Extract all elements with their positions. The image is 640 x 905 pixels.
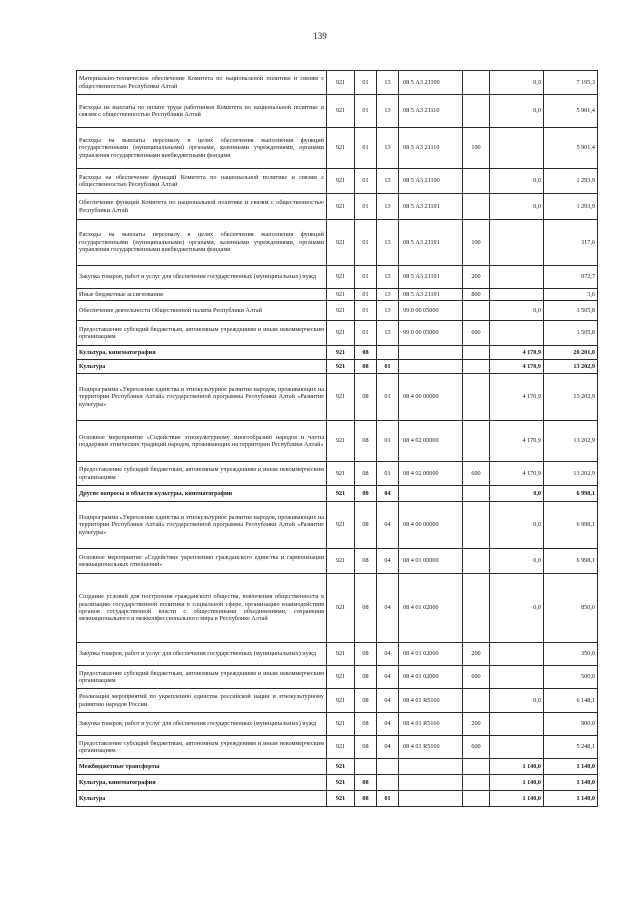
subsection-code-cell: 04: [377, 689, 399, 713]
amount-1-cell: [490, 321, 544, 346]
target-article-cell: 08 5 А3 21191: [399, 194, 463, 220]
amount-2-cell: 13 202,9: [544, 374, 598, 421]
table-row: [77, 574, 598, 643]
target-article-cell: 08 4 01 R5160: [399, 713, 463, 736]
section-code-cell: 01: [355, 289, 377, 301]
amount-2-cell: 1 293,9: [544, 194, 598, 220]
row-name-cell: Закупка товаров, работ и услуг для обеспечения государственных (муниципальных) нужд: [77, 643, 327, 666]
amount-2-cell: 6 998,1: [544, 549, 598, 574]
amount-2-cell: 3,6: [544, 289, 598, 301]
table-row: [77, 374, 598, 421]
grbs-code-cell: 921: [327, 346, 355, 360]
table-row: [77, 759, 598, 775]
subsection-code-cell: 13: [377, 95, 399, 128]
amount-1-cell: 0,0: [490, 71, 544, 95]
amount-2-cell: 6 998,1: [544, 502, 598, 549]
expense-type-cell: 600: [463, 666, 490, 689]
expense-type-cell: [463, 689, 490, 713]
row-name-cell: Культура: [77, 791, 327, 807]
section-code-cell: 08: [355, 791, 377, 807]
grbs-code-cell: 921: [327, 266, 355, 289]
page-number: 139: [313, 31, 327, 41]
subsection-code-cell: 13: [377, 266, 399, 289]
section-code-cell: 08: [355, 360, 377, 374]
subsection-code-cell: 13: [377, 289, 399, 301]
section-code-cell: 08: [355, 502, 377, 549]
table-row: [77, 643, 598, 666]
section-code-cell: 08: [355, 346, 377, 360]
grbs-code-cell: 921: [327, 666, 355, 689]
expense-type-cell: [463, 574, 490, 643]
grbs-code-cell: 921: [327, 549, 355, 574]
subsection-code-cell: 13: [377, 169, 399, 194]
target-article-cell: 99 0 00 05000: [399, 321, 463, 346]
amount-1-cell: 0,0: [490, 194, 544, 220]
expense-type-cell: [463, 71, 490, 95]
grbs-code-cell: 921: [327, 128, 355, 169]
table-row: [77, 266, 598, 289]
amount-2-cell: 6 148,1: [544, 689, 598, 713]
row-name-cell: Расходы на выплаты по оплате труда работников Комитета по национальной политике и связям с общественностью Республики Алтай: [77, 95, 327, 128]
target-article-cell: 99 0 00 05000: [399, 301, 463, 321]
row-name-cell: Закупка товаров, работ и услуг для обеспечения государственных (муниципальных) нужд: [77, 266, 327, 289]
target-article-cell: 08 5 А3 21100: [399, 71, 463, 95]
expense-type-cell: 200: [463, 643, 490, 666]
grbs-code-cell: 921: [327, 643, 355, 666]
expense-type-cell: [463, 791, 490, 807]
expense-type-cell: [463, 360, 490, 374]
grbs-code-cell: 921: [327, 71, 355, 95]
subsection-code-cell: 13: [377, 301, 399, 321]
expense-type-cell: 100: [463, 128, 490, 169]
amount-1-cell: 4 170,9: [490, 421, 544, 462]
amount-1-cell: [490, 736, 544, 759]
expense-type-cell: [463, 486, 490, 502]
amount-2-cell: 317,6: [544, 220, 598, 266]
grbs-code-cell: 921: [327, 713, 355, 736]
amount-1-cell: 0,0: [490, 301, 544, 321]
expense-type-cell: [463, 194, 490, 220]
section-code-cell: 08: [355, 462, 377, 486]
grbs-code-cell: 921: [327, 791, 355, 807]
subsection-code-cell: 01: [377, 360, 399, 374]
expense-type-cell: 200: [463, 713, 490, 736]
amount-2-cell: 13 202,9: [544, 421, 598, 462]
target-article-cell: [399, 346, 463, 360]
target-article-cell: 08 4 00 00000: [399, 374, 463, 421]
section-code-cell: [355, 759, 377, 775]
grbs-code-cell: 921: [327, 321, 355, 346]
grbs-code-cell: 921: [327, 502, 355, 549]
target-article-cell: 08 4 01 02000: [399, 574, 463, 643]
target-article-cell: [399, 360, 463, 374]
expense-type-cell: [463, 95, 490, 128]
subsection-code-cell: 04: [377, 643, 399, 666]
table-row: [77, 301, 598, 321]
section-code-cell: 01: [355, 266, 377, 289]
grbs-code-cell: 921: [327, 462, 355, 486]
amount-1-cell: [490, 266, 544, 289]
subsection-code-cell: 04: [377, 713, 399, 736]
expense-type-cell: [463, 759, 490, 775]
amount-2-cell: 972,7: [544, 266, 598, 289]
subsection-code-cell: 13: [377, 220, 399, 266]
subsection-code-cell: 04: [377, 736, 399, 759]
table-body: [77, 71, 598, 807]
amount-2-cell: 5 901,4: [544, 95, 598, 128]
subsection-code-cell: 01: [377, 791, 399, 807]
section-code-cell: 08: [355, 736, 377, 759]
amount-1-cell: 0,0: [490, 549, 544, 574]
target-article-cell: 08 5 А3 21110: [399, 128, 463, 169]
table-row: [77, 713, 598, 736]
amount-2-cell: 1 140,0: [544, 791, 598, 807]
grbs-code-cell: 921: [327, 95, 355, 128]
table-row: [77, 360, 598, 374]
subsection-code-cell: 04: [377, 574, 399, 643]
section-code-cell: 08: [355, 643, 377, 666]
amount-1-cell: [490, 220, 544, 266]
grbs-code-cell: 921: [327, 486, 355, 502]
amount-1-cell: 4 170,9: [490, 374, 544, 421]
table-row: [77, 346, 598, 360]
table-row: [77, 321, 598, 346]
row-name-cell: Расходы на выплаты персоналу в целях обеспечения выполнения функций государственными (муниципальными) органами, казенными учреждениями, органами управления государственными внебюджетными фондами: [77, 220, 327, 266]
amount-1-cell: 1 140,0: [490, 775, 544, 791]
row-name-cell: Иные бюджетные ассигнования: [77, 289, 327, 301]
expense-type-cell: [463, 169, 490, 194]
amount-2-cell: 6 998,1: [544, 486, 598, 502]
table-row: [77, 71, 598, 95]
subsection-code-cell: 04: [377, 486, 399, 502]
target-article-cell: [399, 775, 463, 791]
row-name-cell: Создание условий для построения гражданского общества, вовлечения общественности в реализацию государственной политики в социальной сфере, организацию взаимодействия органов государственной власти с общественными объединениями, сохранения межнационального и межконфессионального мира в Республике Алтай: [77, 574, 327, 643]
amount-2-cell: 13 202,9: [544, 360, 598, 374]
row-name-cell: Подпрограмма «Укрепление единства и этнокультурное развитие народов, проживающих на территории Республики Алтай» государственной программы Республики Алтай «Развитие культуры»: [77, 502, 327, 549]
amount-1-cell: 0,0: [490, 169, 544, 194]
subsection-code-cell: 13: [377, 321, 399, 346]
section-code-cell: 01: [355, 71, 377, 95]
amount-2-cell: 13 202,9: [544, 462, 598, 486]
expense-type-cell: 100: [463, 220, 490, 266]
table-row: [77, 169, 598, 194]
amount-2-cell: 1 140,0: [544, 775, 598, 791]
target-article-cell: 08 4 01 02000: [399, 666, 463, 689]
subsection-code-cell: [377, 759, 399, 775]
section-code-cell: 08: [355, 574, 377, 643]
section-code-cell: 08: [355, 374, 377, 421]
grbs-code-cell: 921: [327, 374, 355, 421]
amount-2-cell: 20 201,0: [544, 346, 598, 360]
table-row: [77, 549, 598, 574]
row-name-cell: Обеспечение функций Комитета по национальной политике и связям с общественностью Республики Алтай: [77, 194, 327, 220]
target-article-cell: 08 5 А3 21191: [399, 220, 463, 266]
row-name-cell: Предоставление субсидий бюджетным, автономным учреждениям и иным некоммерческим организациям: [77, 736, 327, 759]
expense-type-cell: [463, 549, 490, 574]
section-code-cell: 01: [355, 301, 377, 321]
grbs-code-cell: 921: [327, 574, 355, 643]
target-article-cell: 08 5 А3 21191: [399, 266, 463, 289]
target-article-cell: 08 4 01 00000: [399, 549, 463, 574]
row-name-cell: Культура: [77, 360, 327, 374]
row-name-cell: Другие вопросы в области культуры, кинематографии: [77, 486, 327, 502]
section-code-cell: 01: [355, 194, 377, 220]
target-article-cell: 08 4 00 00000: [399, 502, 463, 549]
section-code-cell: 01: [355, 169, 377, 194]
table-row: [77, 775, 598, 791]
amount-2-cell: 5 901,4: [544, 128, 598, 169]
section-code-cell: 01: [355, 321, 377, 346]
grbs-code-cell: 921: [327, 169, 355, 194]
amount-2-cell: 350,0: [544, 643, 598, 666]
table-row: [77, 486, 598, 502]
expense-type-cell: [463, 346, 490, 360]
subsection-code-cell: 13: [377, 128, 399, 169]
row-name-cell: Основное мероприятие «Содействие этнокультурному многообразию народов и члеты поддержки этнических традиций народов, проживающих на территории Республики Алтай»: [77, 421, 327, 462]
grbs-code-cell: 921: [327, 421, 355, 462]
row-name-cell: Расходы на обеспечение функций Комитета по национальной политике и связям с общественностью Республики Алтай: [77, 169, 327, 194]
table-row: [77, 736, 598, 759]
target-article-cell: [399, 759, 463, 775]
grbs-code-cell: 921: [327, 360, 355, 374]
target-article-cell: [399, 486, 463, 502]
amount-1-cell: 4 170,9: [490, 360, 544, 374]
expense-type-cell: [463, 502, 490, 549]
amount-1-cell: [490, 289, 544, 301]
target-article-cell: 08 4 02 00000: [399, 421, 463, 462]
subsection-code-cell: 01: [377, 421, 399, 462]
row-name-cell: Реализация мероприятий по укреплению единства российской нации и этнокультурному развитию народов России: [77, 689, 327, 713]
amount-2-cell: 850,0: [544, 574, 598, 643]
table-row: [77, 689, 598, 713]
table-row: [77, 791, 598, 807]
amount-2-cell: 1 505,8: [544, 301, 598, 321]
grbs-code-cell: 921: [327, 194, 355, 220]
amount-1-cell: 1 140,0: [490, 759, 544, 775]
expense-type-cell: [463, 374, 490, 421]
grbs-code-cell: 921: [327, 689, 355, 713]
target-article-cell: 08 5 А3 21190: [399, 169, 463, 194]
expense-type-cell: [463, 775, 490, 791]
row-name-cell: Обеспечение деятельности Общественной палаты Республики Алтай: [77, 301, 327, 321]
expense-type-cell: [463, 421, 490, 462]
expense-type-cell: 200: [463, 266, 490, 289]
grbs-code-cell: 921: [327, 736, 355, 759]
amount-2-cell: 5 248,1: [544, 736, 598, 759]
table-row: [77, 421, 598, 462]
amount-1-cell: 0,0: [490, 574, 544, 643]
amount-1-cell: [490, 713, 544, 736]
amount-2-cell: 1 293,9: [544, 169, 598, 194]
table-row: [77, 462, 598, 486]
section-code-cell: 08: [355, 775, 377, 791]
row-name-cell: Материально-техническое обеспечение Комитета по национальной политике и связям с общественностью Республики Алтай: [77, 71, 327, 95]
expense-type-cell: 600: [463, 321, 490, 346]
row-name-cell: Подпрограмма «Укрепление единства и этнокультурное развитие народов, проживающих на территории Республики Алтай» государственной программы Республики Алтай «Развитие культуры»: [77, 374, 327, 421]
target-article-cell: [399, 791, 463, 807]
table-row: [77, 128, 598, 169]
expense-type-cell: 800: [463, 289, 490, 301]
row-name-cell: Межбюджетные трансферты: [77, 759, 327, 775]
amount-2-cell: 1 505,8: [544, 321, 598, 346]
amount-1-cell: 0,0: [490, 95, 544, 128]
amount-1-cell: [490, 643, 544, 666]
row-name-cell: Культура, кинематография: [77, 346, 327, 360]
grbs-code-cell: 921: [327, 775, 355, 791]
table-row: [77, 194, 598, 220]
subsection-code-cell: [377, 346, 399, 360]
section-code-cell: 01: [355, 95, 377, 128]
target-article-cell: 08 5 А3 21110: [399, 95, 463, 128]
table-row: [77, 95, 598, 128]
subsection-code-cell: 04: [377, 502, 399, 549]
row-name-cell: Закупка товаров, работ и услуг для обеспечения государственных (муниципальных) нужд: [77, 713, 327, 736]
subsection-code-cell: 01: [377, 374, 399, 421]
subsection-code-cell: 01: [377, 462, 399, 486]
section-code-cell: 08: [355, 421, 377, 462]
target-article-cell: 08 5 А3 21191: [399, 289, 463, 301]
row-name-cell: Предоставление субсидий бюджетным, автономным учреждениям и иным некоммерческим организациям: [77, 462, 327, 486]
table-row: [77, 666, 598, 689]
grbs-code-cell: 921: [327, 289, 355, 301]
row-name-cell: Предоставление субсидий бюджетным, автономным учреждениям и иным некоммерческим организациям: [77, 321, 327, 346]
grbs-code-cell: 921: [327, 759, 355, 775]
amount-1-cell: 0,0: [490, 486, 544, 502]
row-name-cell: Расходы на выплаты персоналу в целях обеспечения выполнения функций государственными (муниципальными) органами, казенными учреждениями, органами управления государственными внебюджетными фондами: [77, 128, 327, 169]
section-code-cell: 08: [355, 486, 377, 502]
table-row: [77, 289, 598, 301]
amount-1-cell: [490, 128, 544, 169]
amount-1-cell: 0,0: [490, 502, 544, 549]
section-code-cell: 08: [355, 689, 377, 713]
table-row: [77, 502, 598, 549]
target-article-cell: 08 4 01 02000: [399, 643, 463, 666]
amount-1-cell: 0,0: [490, 689, 544, 713]
expense-type-cell: [463, 301, 490, 321]
section-code-cell: 08: [355, 549, 377, 574]
budget-table: [76, 70, 598, 807]
amount-2-cell: 7 195,3: [544, 71, 598, 95]
row-name-cell: Культура, кинематография: [77, 775, 327, 791]
row-name-cell: Основное мероприятие «Содействие укреплению гражданского единства и гармонизации межнациональных отношений»: [77, 549, 327, 574]
grbs-code-cell: 921: [327, 220, 355, 266]
grbs-code-cell: 921: [327, 301, 355, 321]
amount-2-cell: 500,0: [544, 666, 598, 689]
amount-1-cell: [490, 666, 544, 689]
amount-2-cell: 1 140,0: [544, 759, 598, 775]
section-code-cell: 01: [355, 220, 377, 266]
amount-1-cell: 4 170,9: [490, 462, 544, 486]
amount-2-cell: 900,0: [544, 713, 598, 736]
target-article-cell: 08 4 01 R5160: [399, 736, 463, 759]
section-code-cell: 08: [355, 713, 377, 736]
expense-type-cell: 600: [463, 736, 490, 759]
amount-1-cell: 1 140,0: [490, 791, 544, 807]
row-name-cell: Предоставление субсидий бюджетным, автономным учреждениям и иным некоммерческим организациям: [77, 666, 327, 689]
amount-1-cell: 4 170,9: [490, 346, 544, 360]
subsection-code-cell: 04: [377, 549, 399, 574]
target-article-cell: 08 4 02 00000: [399, 462, 463, 486]
expense-type-cell: 600: [463, 462, 490, 486]
subsection-code-cell: 13: [377, 71, 399, 95]
table-row: [77, 220, 598, 266]
subsection-code-cell: [377, 775, 399, 791]
subsection-code-cell: 13: [377, 194, 399, 220]
section-code-cell: 08: [355, 666, 377, 689]
target-article-cell: 08 4 01 R5160: [399, 689, 463, 713]
subsection-code-cell: 04: [377, 666, 399, 689]
section-code-cell: 01: [355, 128, 377, 169]
